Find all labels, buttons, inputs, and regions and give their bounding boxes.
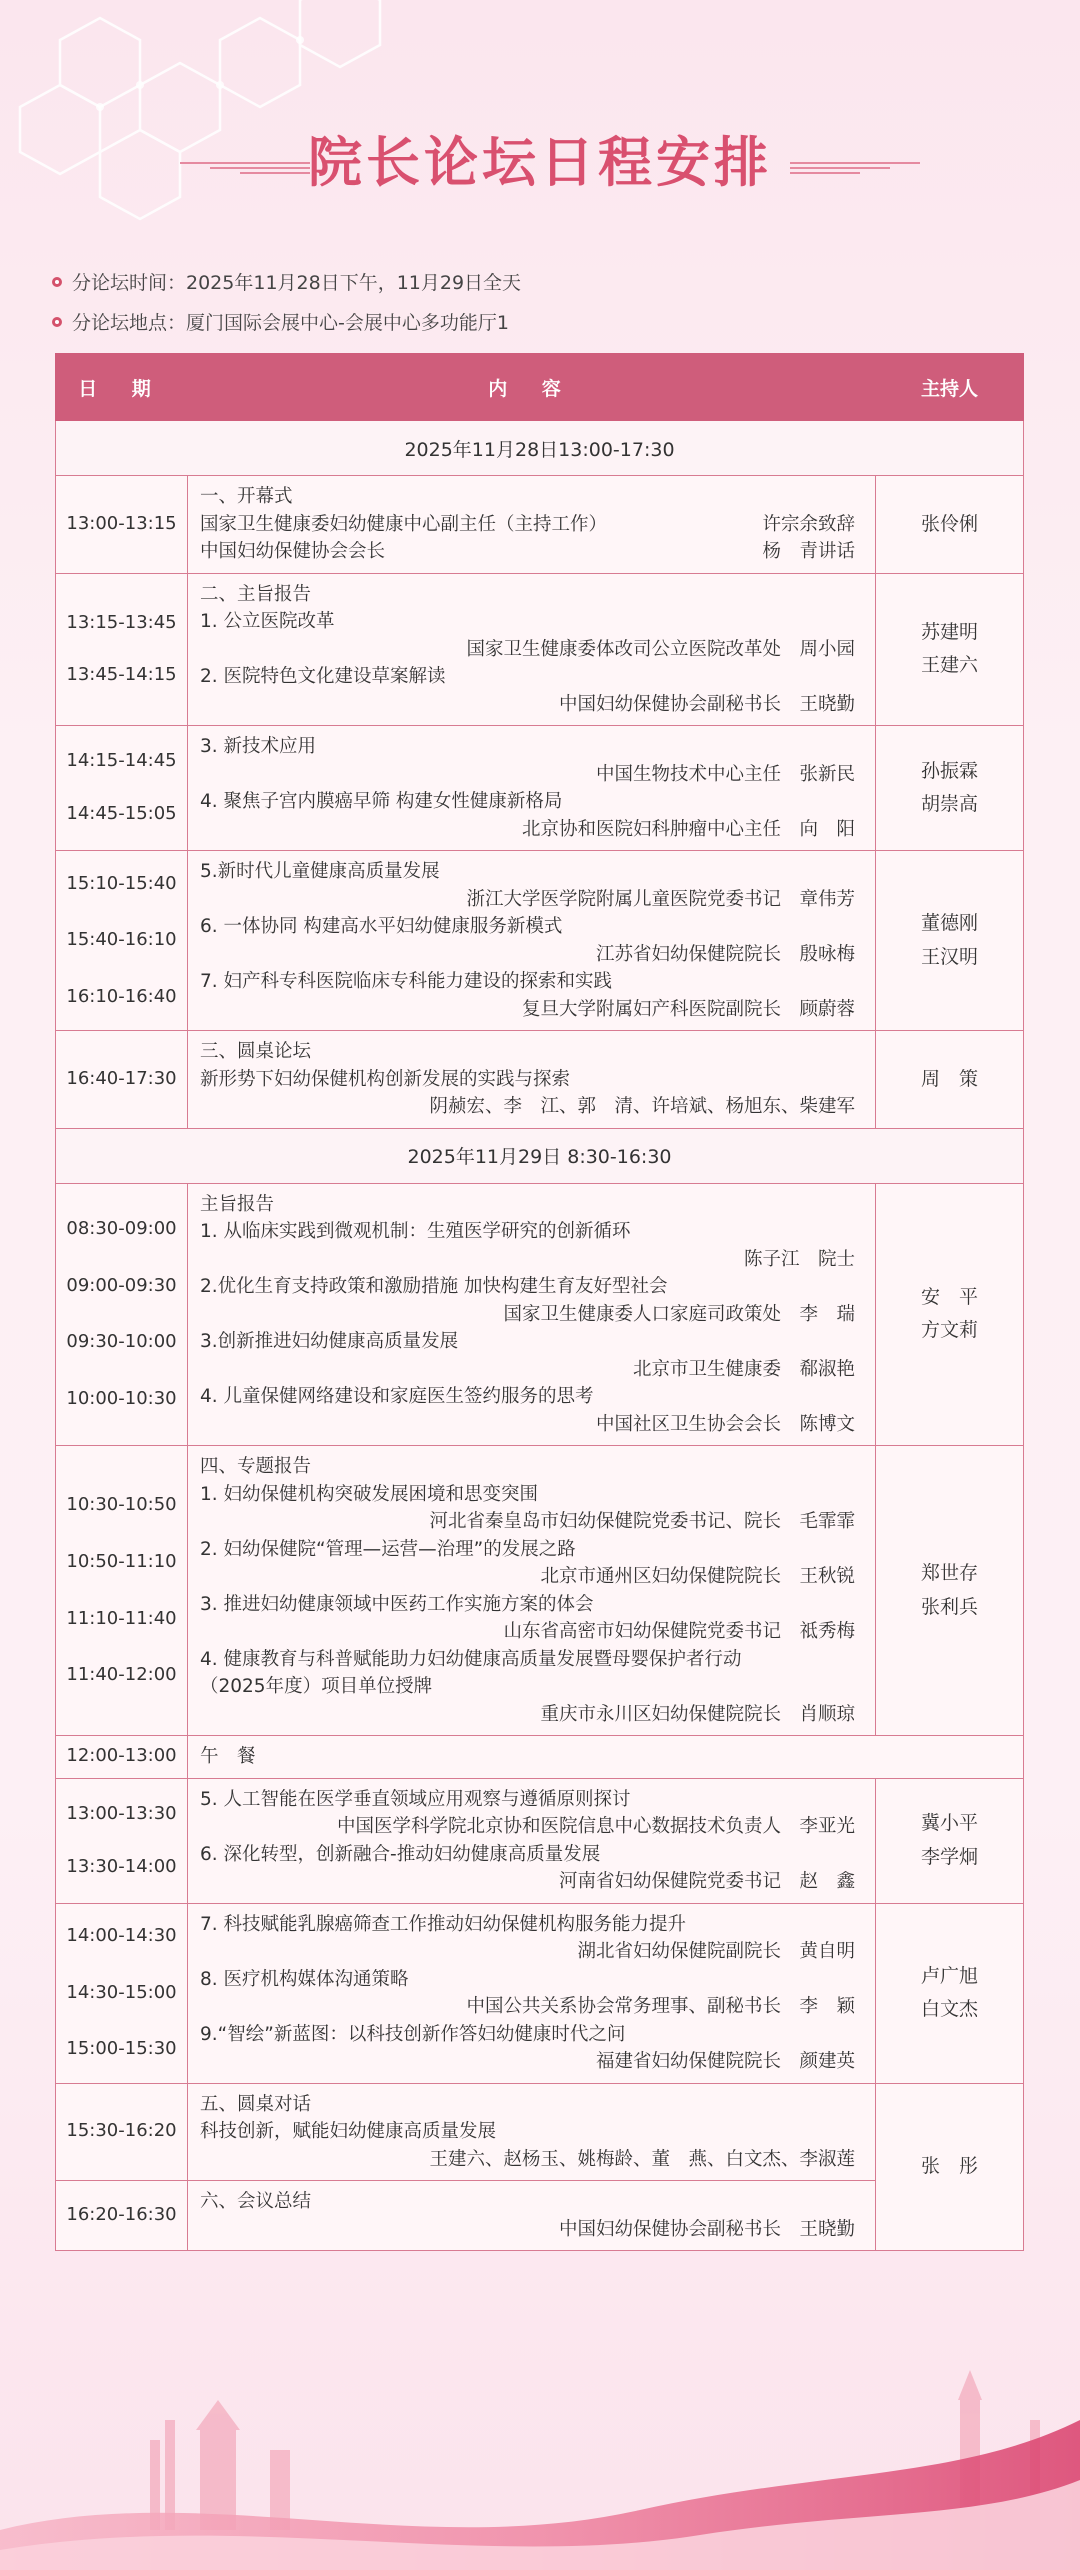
schedule-row — [56, 726, 1024, 851]
host-name: 郑世存 — [920, 1562, 978, 1585]
time-cell — [56, 1736, 188, 1779]
schedule-row — [56, 1736, 1024, 1779]
item-title: 国家卫生健康委妇幼健康中心副主任（主持工作） — [200, 513, 608, 535]
speaker: 许宗余致辞 — [762, 513, 855, 535]
bullet-icon — [52, 317, 62, 327]
host-cell — [876, 573, 1024, 726]
content-cell — [188, 1183, 876, 1446]
time-slot: 14:45-15:05 — [66, 803, 177, 824]
content-cell — [188, 1736, 1024, 1779]
time-slot: 09:00-09:30 — [66, 1274, 177, 1296]
host-cell — [876, 1903, 1024, 2083]
header-content: 内 容 — [188, 354, 876, 421]
time-slot: 14:00-14:30 — [66, 1925, 177, 1947]
day-row — [56, 421, 1024, 476]
time-slot: 13:00-13:15 — [66, 512, 177, 534]
item-title: 2. 医院特色文化建设草案解读 — [200, 666, 446, 687]
item-title: 8. 医疗机构媒体沟通策略 — [200, 1968, 409, 1990]
item-title: 3.创新推进妇幼健康高质量发展 — [200, 1331, 459, 1352]
schedule-row — [56, 1031, 1024, 1129]
item-title: 7. 科技赋能乳腺癌筛查工作推动妇幼保健机构服务能力提升 — [200, 1913, 687, 1935]
speaker: 山东省高密市妇幼保健院党委书记 祗秀梅 — [503, 1621, 855, 1642]
time-slot: 15:30-16:20 — [66, 2120, 177, 2142]
time-cell — [56, 573, 188, 726]
speaker: 陈子江 院士 — [743, 1248, 855, 1270]
host-name: 白文杰 — [920, 1998, 978, 2020]
item-title: 6. 深化转型，创新融合-推动妇幼健康高质量发展 — [200, 1843, 601, 1865]
day-heading: 2025年11月29日 8:30-16:30 — [56, 1128, 1024, 1183]
content-cell — [188, 476, 876, 574]
speaker: 河南省妇幼保健院党委书记 赵 鑫 — [558, 1871, 855, 1892]
forum-place — [52, 308, 509, 335]
time-slot: 16:10-16:40 — [66, 985, 177, 1007]
speaker: 中国医学科学院北京协和医院信息中心数据技术负责人 李亚光 — [336, 1816, 855, 1837]
time-cell — [56, 2083, 188, 2181]
item-title: 5.新时代儿童健康高质量发展 — [200, 861, 440, 882]
host-cell — [876, 1778, 1024, 1903]
time-slot: 14:30-15:00 — [66, 1981, 177, 2003]
speaker: 中国公共关系协会常务理事、副秘书长 李 颖 — [466, 1996, 855, 2017]
item-title: 6. 一体协同 构建高水平妇幼健康服务新模式 — [200, 916, 563, 937]
page-title: 院长论坛日程安排 — [308, 131, 772, 194]
speaker: 湖北省妇幼保健院副院长 黄自明 — [577, 1941, 855, 1962]
item-title: 四、专题报告 — [200, 1456, 312, 1477]
host-name: 周 策 — [920, 1067, 978, 1090]
speaker: 福建省妇幼保健院院长 颜建英 — [595, 2051, 855, 2072]
time-cell — [56, 2181, 188, 2251]
host-name: 方文莉 — [920, 1319, 978, 1342]
time-slot: 12:00-13:00 — [66, 1745, 177, 1767]
title-right-ornament — [790, 160, 920, 174]
host-cell — [876, 851, 1024, 1031]
speaker: 北京市通州区妇幼保健院院长 王秋锐 — [540, 1566, 855, 1587]
speaker: 国家卫生健康委人口家庭司政策处 李 瑞 — [503, 1303, 855, 1325]
time-slot: 15:00-15:30 — [66, 2038, 177, 2060]
host-name: 王汉明 — [920, 945, 978, 968]
time-slot: 09:30-10:00 — [66, 1331, 177, 1353]
item-title: 9.“智绘”新蓝图：以科技创新作答妇幼健康时代之问 — [200, 2023, 626, 2045]
content-cell — [188, 1031, 876, 1129]
item-title: 1. 公立医院改革 — [200, 611, 335, 632]
speaker: 王建六、赵杨玉、姚梅龄、董 燕、白文杰、李淑莲 — [429, 2148, 855, 2170]
time-cell — [56, 1903, 188, 2083]
speaker: 杨 青讲话 — [762, 541, 855, 562]
time-cell — [56, 1183, 188, 1446]
time-cell — [56, 1778, 188, 1903]
time-slot: 16:20-16:30 — [66, 2204, 177, 2226]
day-heading: 2025年11月28日13:00-17:30 — [56, 421, 1024, 476]
item-title: 二、主旨报告 — [200, 583, 312, 605]
schedule-row — [56, 1183, 1024, 1446]
time-slot: 15:40-16:10 — [66, 929, 177, 951]
host-cell — [876, 1183, 1024, 1446]
content-line — [200, 538, 855, 566]
time-slot: 13:00-13:30 — [66, 1802, 177, 1824]
bullet-icon — [52, 277, 62, 287]
host-cell — [876, 726, 1024, 851]
host-cell — [876, 476, 1024, 574]
item-title: 4. 健康教育与科普赋能助力妇幼健康高质量发展暨母婴保护者行动 — [200, 1648, 742, 1670]
item-title: （2025年度）项目单位授牌 — [200, 1676, 433, 1697]
time-slot: 10:50-11:10 — [66, 1550, 177, 1572]
speaker: 江苏省妇幼保健院院长 殷咏梅 — [595, 943, 855, 965]
host-cell — [876, 1446, 1024, 1736]
day-row — [56, 1128, 1024, 1183]
content-cell — [188, 1446, 876, 1736]
item-title: 1. 妇幼保健机构突破发展困境和思变突围 — [200, 1483, 539, 1505]
time-slot: 13:30-14:00 — [66, 1855, 177, 1877]
time-cell — [56, 1446, 188, 1736]
time-cell — [56, 726, 188, 851]
content-line — [200, 511, 855, 539]
content-cell — [188, 2083, 876, 2181]
content-cell — [188, 573, 876, 726]
forum-time — [52, 268, 521, 295]
speaker: 中国生物技术中心主任 张新民 — [595, 763, 855, 785]
item-title: 主旨报告 — [200, 1193, 275, 1215]
time-slot: 11:10-11:40 — [66, 1607, 177, 1629]
item-title: 三、圆桌论坛 — [200, 1041, 312, 1062]
schedule-row — [56, 1778, 1024, 1903]
time-slot: 15:10-15:40 — [66, 872, 177, 894]
content-cell — [188, 726, 876, 851]
time-slot: 10:30-10:50 — [66, 1494, 177, 1516]
host-name: 张利兵 — [920, 1595, 978, 1618]
table-header — [56, 354, 1024, 421]
item-title: 7. 妇产科专科医院临床专科能力建设的探索和实践 — [200, 971, 613, 992]
schedule-row — [56, 1903, 1024, 2083]
speaker: 复旦大学附属妇产科医院副院长 顾蔚蓉 — [521, 998, 855, 1020]
item-title: 科技创新，赋能妇幼健康高质量发展 — [200, 2121, 497, 2142]
speaker: 中国妇幼保健协会副秘书长 王晓勤 — [558, 693, 855, 715]
host-name: 苏建明 — [920, 621, 978, 643]
item-title: 六、会议总结 — [200, 2191, 312, 2212]
host-cell — [876, 1031, 1024, 1129]
host-name: 孙振霖 — [920, 759, 978, 782]
time-cell — [56, 851, 188, 1031]
time-slot: 10:00-10:30 — [66, 1387, 177, 1409]
item-title: 4. 儿童保健网络建设和家庭医生签约服务的思考 — [200, 1386, 594, 1407]
item-title: 2.优化生育支持政策和激励措施 加快构建生育友好型社会 — [200, 1276, 668, 1297]
speaker: 中国妇幼保健协会副秘书长 王晓勤 — [558, 2218, 855, 2240]
header-host: 主持人 — [876, 354, 1024, 421]
time-cell — [56, 476, 188, 574]
schedule-row — [56, 476, 1024, 574]
speaker: 河北省秦皇岛市妇幼保健院党委书记、院长 毛霏霏 — [429, 1511, 855, 1532]
host-name: 卢广旭 — [920, 1964, 978, 1987]
host-name: 冀小平 — [920, 1812, 978, 1835]
item-title: 5. 人工智能在医学垂直领域应用观察与遵循原则探讨 — [200, 1788, 631, 1810]
time-slot: 13:45-14:15 — [66, 664, 177, 686]
schedule-table — [55, 353, 1024, 2251]
time-cell — [56, 1031, 188, 1129]
item-title: 新形势下妇幼保健机构创新发展的实践与探索 — [200, 1068, 571, 1090]
host-name: 安 平 — [920, 1286, 978, 1308]
content-cell — [188, 2181, 876, 2251]
host-name: 董德刚 — [920, 912, 978, 935]
host-name: 李学炯 — [920, 1845, 978, 1868]
item-title: 3. 新技术应用 — [200, 736, 317, 757]
speaker: 国家卫生健康委体改司公立医院改革处 周小园 — [466, 638, 855, 660]
schedule-row — [56, 851, 1024, 1031]
item-title: 中国妇幼保健协会会长 — [200, 541, 386, 562]
time-slot: 16:40-17:30 — [66, 1067, 177, 1089]
item-title: 4. 聚焦子宫内膜癌早筛 构建女性健康新格局 — [200, 791, 563, 812]
speaker: 重庆市永川区妇幼保健院院长 肖顺琼 — [540, 1703, 855, 1725]
time-slot: 13:15-13:45 — [66, 611, 177, 633]
item-title: 午 餐 — [200, 1746, 256, 1767]
speaker: 北京市卫生健康委 郗淑艳 — [632, 1358, 855, 1380]
forum-time-text: 分论坛时间：2025年11月28日下午，11月29日全天 — [72, 272, 522, 294]
host-name: 张 彤 — [920, 2155, 978, 2178]
time-slot: 08:30-09:00 — [66, 1218, 177, 1240]
schedule-row — [56, 2083, 1024, 2181]
time-slot: 14:15-14:45 — [66, 750, 177, 772]
speaker: 中国社区卫生协会会长 陈博文 — [595, 1413, 855, 1435]
item-title: 2. 妇幼保健院“管理—运营—治理”的发展之路 — [200, 1538, 576, 1560]
content-cell — [188, 1778, 876, 1903]
item-title: 五、圆桌对话 — [200, 2093, 312, 2115]
content-cell — [188, 1903, 876, 2083]
item-title: 一、开幕式 — [200, 486, 293, 507]
title-area — [0, 120, 1080, 200]
time-slot: 11:40-12:00 — [66, 1664, 177, 1686]
schedule-row — [56, 573, 1024, 726]
host-name: 张伶俐 — [920, 512, 978, 535]
content-cell — [188, 851, 876, 1031]
forum-place-text: 分论坛地点：厦门国际会展中心-会展中心多功能厅1 — [72, 312, 509, 334]
schedule-row — [56, 1446, 1024, 1736]
speaker: 阴赪宏、李 江、郭 清、许培斌、杨旭东、柴建军 — [429, 1096, 855, 1117]
item-title: 3. 推进妇幼健康领域中医药工作实施方案的体会 — [200, 1593, 594, 1615]
header-date: 日 期 — [56, 354, 188, 421]
item-title: 1. 从临床实践到微观机制：生殖医学研究的创新循环 — [200, 1221, 631, 1242]
bottom-decoration — [0, 2360, 1080, 2570]
host-name: 王建六 — [920, 654, 978, 677]
speaker: 北京协和医院妇科肿瘤中心主任 向 阳 — [521, 818, 855, 840]
speaker: 浙江大学医学院附属儿童医院党委书记 章伟芳 — [466, 888, 855, 910]
host-cell — [876, 2083, 1024, 2251]
host-name: 胡崇高 — [920, 793, 978, 815]
